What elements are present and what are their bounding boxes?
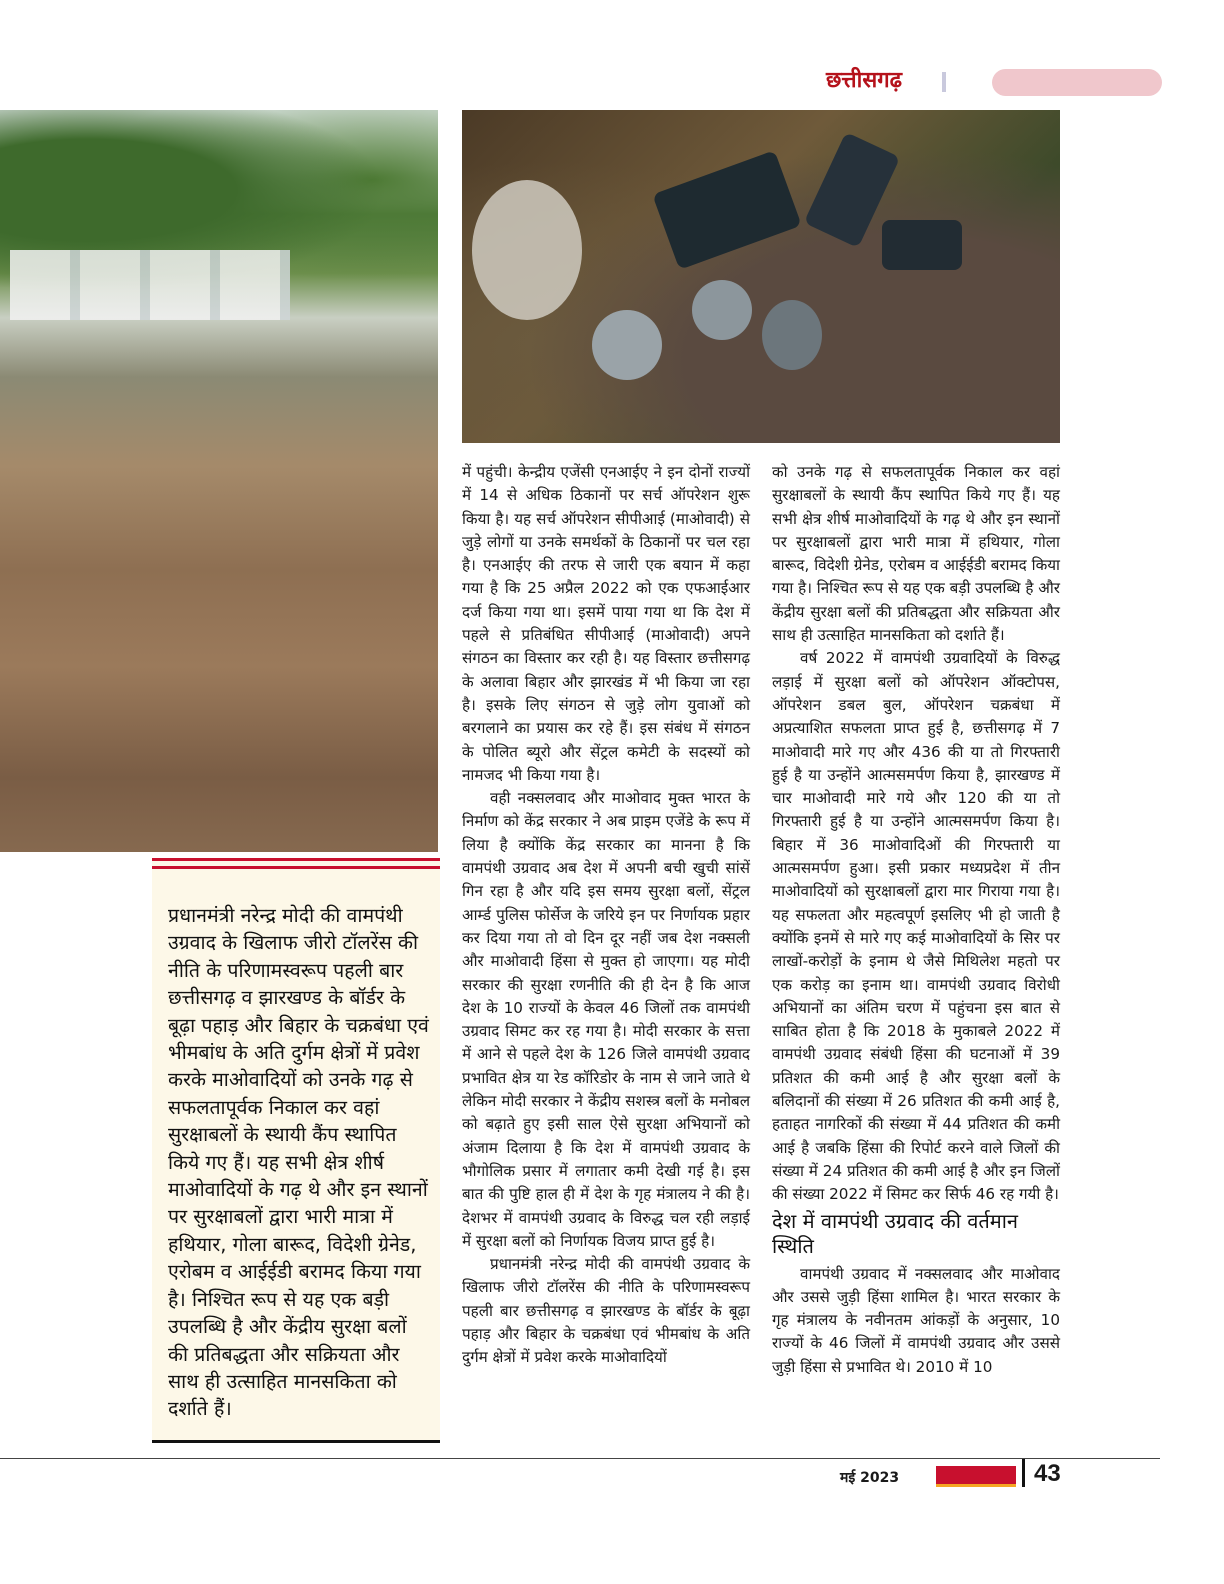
black-rule: [152, 1440, 440, 1443]
metal-part: [692, 280, 752, 340]
paragraph: में पहुंची। केन्द्रीय एजेंसी एनआईए ने इन दोनों राज्यों में 14 से अधिक ठिकानों पर सर्च ऑपरेशन शुरू किया है। यह सर्च ऑपरेशन सीपीआई (माओवादी) से जुड़े लोगों या उनके समर्थकों के ठिकानों पर चल रहा है। एनआईए की तरफ से जारी एक बयान में कहा गया है कि 25 अप्रैल 2022 को एक एफआईआर दर्ज किया गया था। इसमें पाया गया था कि देश में पहले से प्रतिबंधित सीपीआई (माओवादी) अपने संगठन का विस्तार कर रही है। यह विस्तार छत्तीसगढ़ के अलावा बिहार और झारखंड में भी किया जा रहा है। इसके लिए संगठन से जुड़े लोग युवाओं को बरगलाने का प्रयास कर रहे हैं। इस संबंध में संगठन के पोलित ब्यूरो और सेंट्रल कमेटी के सदस्यों को नामजद भी किया गया है।: [462, 463, 750, 784]
pull-quote-box: [152, 858, 440, 1440]
metal-part: [592, 310, 662, 380]
security-forces-photo: [0, 110, 438, 852]
red-rule: [152, 866, 440, 869]
footer-divider: [1022, 1459, 1025, 1487]
metal-part: [762, 300, 822, 370]
issue-month: मई 2023: [840, 1470, 900, 1486]
canister: [652, 150, 802, 270]
page-number: 43: [1034, 1460, 1061, 1487]
paragraph: प्रधानमंत्री नरेन्द्र मोदी की वामपंथी उग्रवाद के खिलाफ जीरो टॉलरेंस की नीति के परिणामस्वरूप पहली बार छत्तीसगढ़ व झारखण्ड के बॉर्डर के बूढ़ा पहाड़ और बिहार के चक्रबंधा एवं भीमबांध के अति दुर्गम क्षेत्रों में प्रवेश करके माओवादियों: [462, 1255, 750, 1367]
header-pill-decoration: [992, 69, 1162, 96]
magazine-logo: [936, 1466, 1016, 1487]
pull-quote-text: प्रधानमंत्री नरेन्द्र मोदी की वामपंथी उग्रवाद के खिलाफ जीरो टॉलरेंस की नीति के परिणामस्वरूप पहली बार छत्तीसगढ़ व झारखण्ड के बॉर्डर के बूढ़ा पहाड़ और बिहार के चक्रबंधा एवं भीमबांध के अति दुर्गम क्षेत्रों में प्रवेश करके माओवादियों को उनके गढ़ से सफलतापूर्वक निकाल कर वहां सुरक्षाबलों के स्थायी कैंप स्थापित किये गए हैं। यह सभी क्षेत्र शीर्ष माओवादियों के गढ़ थे और इन स्थानों पर सुरक्षाबलों द्वारा भारी मात्रा में हथियार, गोला बारूद, विदेशी ग्रेनेड, एरोबम व आईईडी बरामद किया गया है। निश्चित रूप से यह एक बड़ी उपलब्धि है और केंद्रीय सुरक्षा बलों की प्रतिबद्धता और सक्रियता और साथ ही उत्साहित मानसकिता को दर्शाते हैं।: [168, 904, 429, 1421]
paragraph: को उनके गढ़ से सफलतापूर्वक निकाल कर वहां सुरक्षाबलों के स्थायी कैंप स्थापित किये गए हैं। यह सभी क्षेत्र शीर्ष माओवादियों के गढ़ थे और इन स्थानों पर सुरक्षाबलों द्वारा भारी मात्रा में हथियार, गोला बारूद, विदेशी ग्रेनेड, एरोबम व आईईडी बरामद किया गया है। निश्चित रूप से यह एक बड़ी उपलब्धि है और केंद्रीय सुरक्षा बलों की प्रतिबद्धता और सक्रियता और साथ ही उत्साहित मानसकिता को दर्शाते हैं।: [772, 463, 1060, 645]
paragraph: वर्ष 2022 में वामपंथी उग्रवादियों के विरुद्ध लड़ाई में सुरक्षा बलों को ऑपरेशन ऑक्टोपस, ऑपरेशन डबल बुल, ऑपरेशन चक्रबंधा में अप्रत्याशित सफलता प्राप्त हुई है, छत्तीसगढ़ में 7 माओवादी मारे गए और 436 की या तो गिरफ्तारी हुई है या उन्होंने आत्मसमर्पण किया है, झारखण्ड में चार माओवादी मारे गये और 120 की या तो गिरफ्तारी हुई है या उन्होंने आत्मसमर्पण किया है। बिहार में 36 माओवादिओं की गिरफ्तारी या आत्मसमर्पण हुआ। इसी प्रकार मध्यप्रदेश में तीन माओवादियों को सुरक्षाबलों द्वारा मार गिराया गया है। यह सफलता और महत्वपूर्ण इसलिए भी हो जाती है क्योंकि इनमें से मारे गए कई माओवादियों के सिर पर लाखों-करोड़ों के इनाम थे जैसे मिथिलेश महतो पर एक करोड़ का इनाम था। वामपंथी उग्रवाद विरोधी अभियानों का अंतिम चरण में पहुंचना इस बात से साबित होता है कि 2018 के मुकाबले 2022 में वामपंथी उग्रवाद संबंधी हिंसा की घटनाओं में 39 प्रतिशत की कमी आई है और सुरक्षा बलों के बलिदानों की संख्या में 26 प्रतिशत की कमी आई है, हताहत नागरिकों की संख्या में 44 प्रतिशत की कमी आई है जबकि हिंसा की रिपोर्ट करने वाले जिलों की संख्या में 24 प्रतिशत की कमी आई है और इन जिलों की संख्या 2022 में सिमट कर सिर्फ 46 रह गयी है।: [772, 649, 1060, 1204]
canister: [882, 220, 962, 270]
section-title: छत्तीसगढ़: [826, 68, 902, 93]
article-column-right: [772, 461, 1060, 1379]
paragraph: वही नक्सलवाद और माओवाद मुक्त भारत के निर्माण को केंद्र सरकार ने अब प्राइम एजेंडे के रूप में लिया है क्योंकि केंद्र सरकार का मानना है कि वामपंथी उग्रवाद अब देश में अपनी बची खुची सांसें गिन रहा है और यदि इस समय सुरक्षा बलों, सेंट्रल आर्म्ड पुलिस फोर्सेज के जरिये इन पर निर्णायक प्रहार कर दिया गया तो वो दिन दूर नहीं जब देश नक्सली और माओवादी हिंसा से मुक्त हो जाएगा। यह मोदी सरकार की सुरक्षा रणनीति की ही देन है कि आज देश के 10 राज्यों के केवल 46 जिलों तक वामपंथी उग्रवाद सिमट कर रह गया है। मोदी सरकार के सत्ता में आने से पहले देश के 126 जिले वामपंथी उग्रवाद प्रभावित क्षेत्र या रेड कॉरिडोर के नाम से जाने जाते थे लेकिन मोदी सरकार ने केंद्रीय सशस्त्र बलों के मनोबल को बढ़ाते हुए इसी साल ऐसे सुरक्षा अभियानों को अंजाम दिलाया है कि देश में वामपंथी उग्रवाद के भौगोलिक प्रसार में लगातार कमी देखी गई है। इस बात की पुष्टि हाल ही में देश के गृह मंत्रालय ने की है। देशभर में वामपंथी उग्रवाद के विरुद्ध चल रही लड़ाई में सुरक्षा बलों को निर्णायक विजय प्राप्त हुई है।: [462, 789, 750, 1250]
recovered-explosives-photo: [462, 110, 1060, 443]
subheading: देश में वामपंथी उग्रवाद की वर्तमान स्थिति: [772, 1208, 1019, 1258]
red-rule: [152, 858, 440, 861]
article-column-middle: [462, 461, 750, 1370]
vehicles: [10, 250, 290, 320]
footer-rule: [0, 1458, 1160, 1459]
plastic-bag: [472, 180, 582, 320]
paragraph: वामपंथी उग्रवाद में नक्सलवाद और माओवाद और उससे जुड़ी हिंसा शामिल है। भारत सरकार के गृह मंत्रालय के नवीनतम आंकड़ों के अनुसार, 10 राज्यों के 46 जिलों में वामपंथी उग्रवाद और उससे जुड़ी हिंसा से प्रभावित थे। 2010 में 10: [772, 1264, 1060, 1376]
header-divider: [942, 72, 946, 92]
